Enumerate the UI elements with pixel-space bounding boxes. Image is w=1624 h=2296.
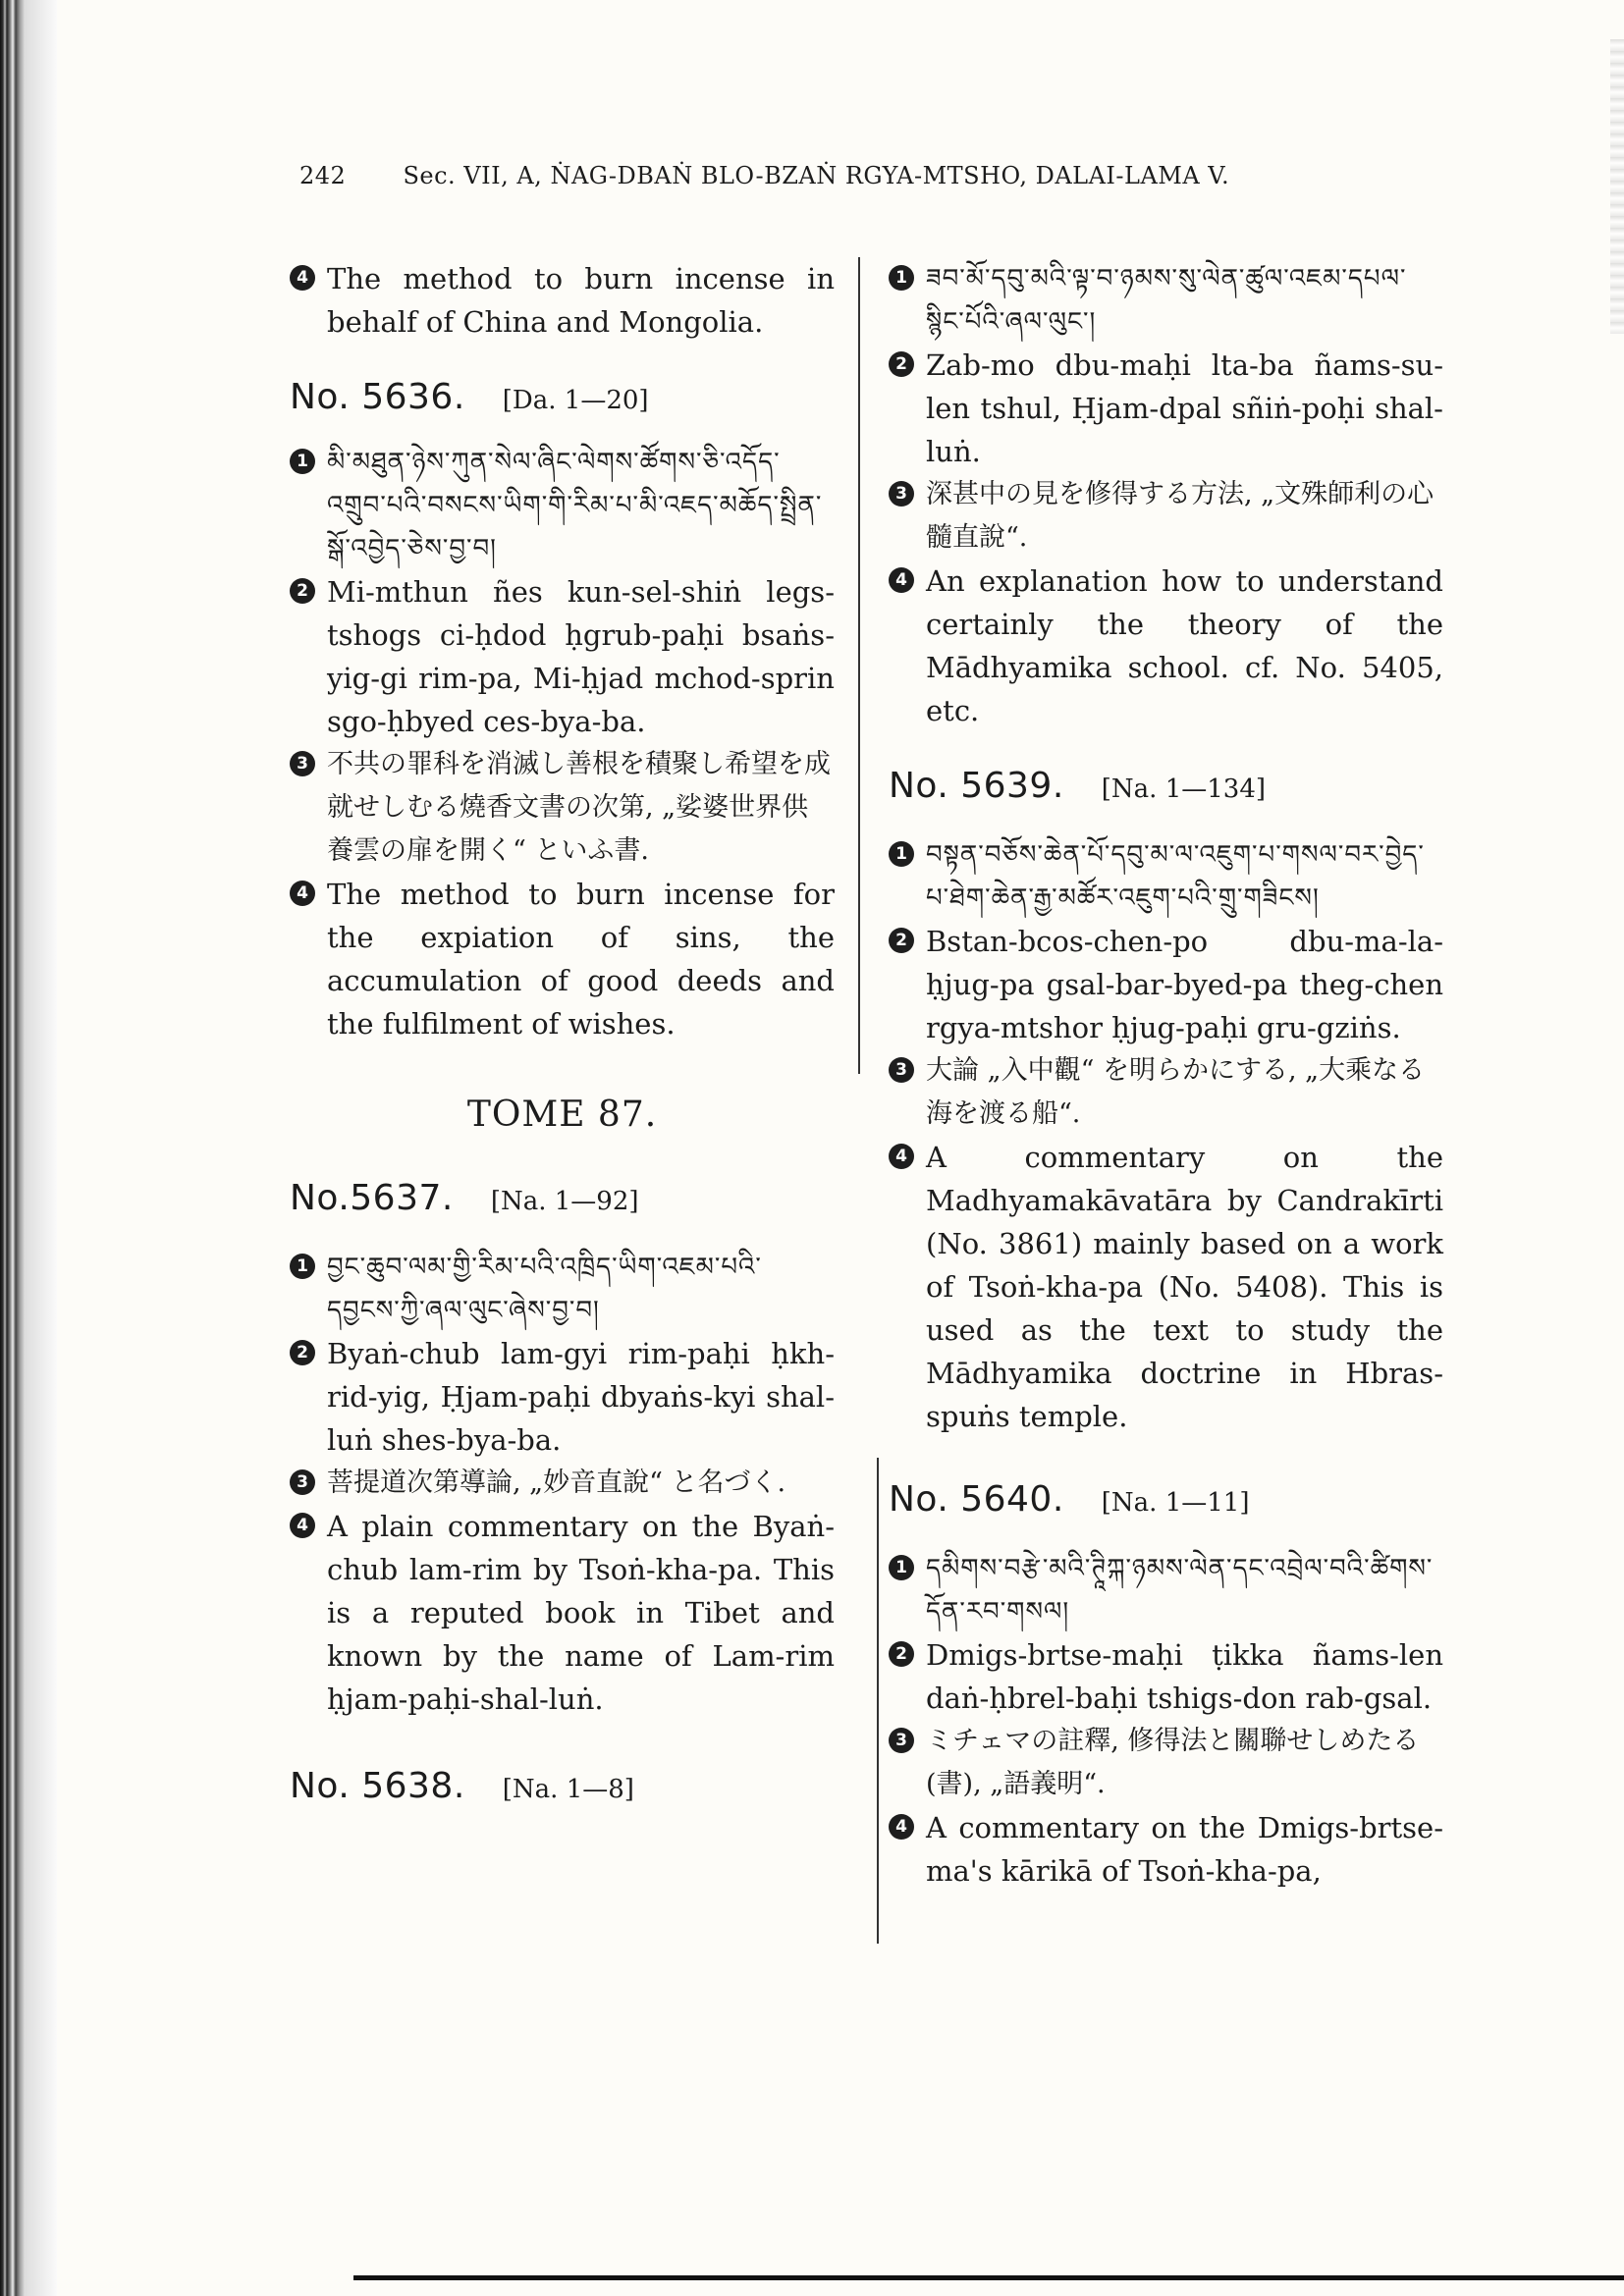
scan-edge-right xyxy=(1610,39,1624,334)
tibetan-title: མི་མཐུན་ཉེས་ཀུན་སེལ་ཞིང་ལེགས་ཚོགས་ཅི་འདོད་འགྲུབ་པའི་བསངས་ཡིག་གི་རིམ་པ་མི་འཇད་མཆོད་སྤྲིན་སྒོ་འབྱེད་ཅེས་བྱ་བ། xyxy=(327,448,823,563)
entry-range: [Na. 1—92] xyxy=(490,1187,639,1216)
item-text: The method to burn incense in behalf of China and Mongolia. xyxy=(327,262,835,339)
item-marker: 1 xyxy=(290,1254,315,1279)
list-item xyxy=(889,1547,1443,1633)
list-item xyxy=(889,833,1443,920)
item-marker: 3 xyxy=(290,1469,315,1495)
list-item xyxy=(290,1246,835,1332)
entry-heading xyxy=(290,1766,835,1806)
entry-range: [Da. 1—20] xyxy=(502,386,649,415)
english-description: A commentary on the Madhyamakāvatāra by Candrakīrti (No. 3861) mainly based on a work of Tsoṅ-kha-pa (No. 5408). This is used as the text to study the Mādhyamika doctrine in Hbras-spuṅs temple. xyxy=(926,1141,1443,1433)
running-title: Sec. VII, A, ṄAG-DBAṄ BLO-BZAṄ RGYA-MTSHO, DALAI-LAMA V. xyxy=(403,162,1230,189)
tibetan-title: བསྟན་བཅོས་ཆེན་པོ་དབུ་མ་ལ་འཇུག་པ་གསལ་བར་བྱེད་པ་ཐེག་ཆེན་རྒྱ་མཚོར་འཇུག་པའི་གྲུ་གཟིངས། xyxy=(926,840,1425,913)
item-marker: 4 xyxy=(889,567,914,593)
transliteration: Dmigs-brtse-maḥi ṭikka ñams-len daṅ-ḥbrel-baḥi tshigs-don rab-gsal. xyxy=(926,1638,1443,1715)
entry-number: No. 5636. xyxy=(290,377,465,417)
transliteration: Zab-mo dbu-maḥi lta-ba ñams-su-len tshul, Ḥjam-dpal sñiṅ-poḥi shal-luṅ. xyxy=(926,348,1443,468)
bottom-rule xyxy=(353,2275,1624,2280)
entry-range: [Na. 1—11] xyxy=(1101,1488,1250,1518)
right-column xyxy=(889,257,1443,1893)
column-divider xyxy=(858,257,860,1074)
list-item xyxy=(290,1462,835,1505)
english-description: The method to burn incense for the expiation of sins, the accumulation of good deeds and the fulfilment of wishes. xyxy=(327,878,835,1041)
list-item xyxy=(889,560,1443,732)
list-item xyxy=(889,920,1443,1049)
list-item xyxy=(889,1136,1443,1438)
entry-range: [Na. 1—134] xyxy=(1101,774,1267,804)
entry-heading xyxy=(290,1178,835,1218)
scan-edge xyxy=(0,0,57,2296)
list-item xyxy=(889,257,1443,344)
tibetan-title: བྱང་ཆུབ་ལམ་གྱི་རིམ་པའི་འཁྲིད་ཡིག་འཇམ་པའི་དབྱངས་ཀྱི་ཞལ་ལུང་ཞེས་བྱ་བ། xyxy=(327,1253,762,1325)
item-marker: 2 xyxy=(290,1340,315,1365)
japanese-title: 菩提道次第導論, „妙音直說“ と名づく. xyxy=(327,1468,786,1498)
item-marker: 2 xyxy=(889,928,914,953)
list-item xyxy=(889,1806,1443,1893)
list-item xyxy=(290,441,835,570)
column-divider-lower xyxy=(877,1458,879,1944)
item-marker: 1 xyxy=(889,841,914,867)
list-item xyxy=(889,1633,1443,1720)
item-marker: 3 xyxy=(290,751,315,776)
list-item xyxy=(290,257,835,344)
japanese-title: 不共の罪科を消滅し善根を積聚し希望を成就せしむる燒香文書の次第, „娑婆世界供養雲の扉を開く“ といふ書. xyxy=(327,749,831,866)
list-item xyxy=(290,873,835,1045)
item-marker: 3 xyxy=(889,1728,914,1753)
list-item xyxy=(290,743,835,873)
item-marker: 1 xyxy=(889,1555,914,1580)
item-marker: 2 xyxy=(889,1641,914,1667)
japanese-title: ミチェマの註釋, 修得法と關聯せしめたる (書), „語義明“. xyxy=(926,1726,1420,1799)
english-description: An explanation how to understand certainly the theory of the Mādhyamika school. cf. No. 5405, etc. xyxy=(926,564,1443,727)
list-item xyxy=(889,1720,1443,1806)
list-item xyxy=(889,344,1443,473)
item-marker: 4 xyxy=(889,1814,914,1840)
item-marker: 4 xyxy=(290,1513,315,1538)
list-item xyxy=(290,1505,835,1721)
item-marker: 3 xyxy=(889,1057,914,1083)
japanese-title: 大論 „入中觀“ を明らかにする, „大乘なる海を渡る船“. xyxy=(926,1055,1426,1129)
item-marker: 1 xyxy=(889,265,914,291)
transliteration: Bstan-bcos-chen-po dbu-ma-la-ḥjug-pa gsal-bar-byed-pa theg-chen rgya-mtshor ḥjug-paḥi gru-gziṅs. xyxy=(926,925,1443,1044)
item-marker: 4 xyxy=(290,265,315,291)
entry-heading xyxy=(889,766,1443,806)
page-number: 242 xyxy=(299,162,347,189)
entry-heading xyxy=(290,377,835,417)
tibetan-title: ཟབ་མོ་དབུ་མའི་ལྟ་བ་ཉམས་སུ་ལེན་ཚུལ་འཇམ་དཔལ་སྙིང་པོའི་ཞལ་ལུང་། xyxy=(926,264,1407,337)
item-marker: 1 xyxy=(290,449,315,474)
entry-number: No. 5638. xyxy=(290,1766,465,1806)
item-marker: 4 xyxy=(889,1144,914,1169)
list-item xyxy=(290,570,835,743)
entry-range: [Na. 1—8] xyxy=(502,1775,634,1804)
item-marker: 3 xyxy=(889,481,914,507)
list-item xyxy=(889,473,1443,560)
japanese-title: 深甚中の見を修得する方法, „文殊師利の心髓直說“. xyxy=(926,479,1435,553)
item-marker: 2 xyxy=(290,578,315,604)
left-column xyxy=(290,257,835,1806)
running-header xyxy=(299,162,1478,189)
transliteration: Mi-mthun ñes kun-sel-shiṅ legs-tshogs ci-ḥdod ḥgrub-paḥi bsaṅs-yig-gi rim-pa, Mi-ḥjad mchod-sprin sgo-ḥbyed ces-bya-ba. xyxy=(327,575,835,738)
tibetan-title: དམིགས་བརྩེ་མའི་ཊཱིཀྐ་ཉམས་ལེན་དང་འབྲེལ་བའི་ཚིགས་དོན་རབ་གསལ། xyxy=(926,1554,1434,1627)
item-marker: 4 xyxy=(290,881,315,906)
entry-heading xyxy=(889,1479,1443,1520)
english-description: A commentary on the Dmigs-brtse-ma's kārikā of Tsoṅ-kha-pa, xyxy=(926,1811,1443,1888)
english-description: A plain commentary on the Byaṅ-chub lam-rim by Tsoṅ-kha-pa. This is a reputed book in Tibet and known by the name of Lam-rim ḥjam-paḥi-shal-luṅ. xyxy=(327,1510,835,1716)
transliteration: Byaṅ-chub lam-gyi rim-paḥi ḥkh-rid-yig, Ḥjam-paḥi dbyaṅs-kyi shal-luṅ shes-bya-ba. xyxy=(327,1337,835,1457)
entry-number: No. 5639. xyxy=(889,766,1064,806)
tome-title: TOME 87. xyxy=(466,1095,658,1135)
entry-number: No.5637. xyxy=(290,1178,454,1218)
item-marker: 2 xyxy=(889,351,914,377)
entry-number: No. 5640. xyxy=(889,1479,1064,1520)
list-item xyxy=(290,1332,835,1462)
list-item xyxy=(889,1049,1443,1136)
